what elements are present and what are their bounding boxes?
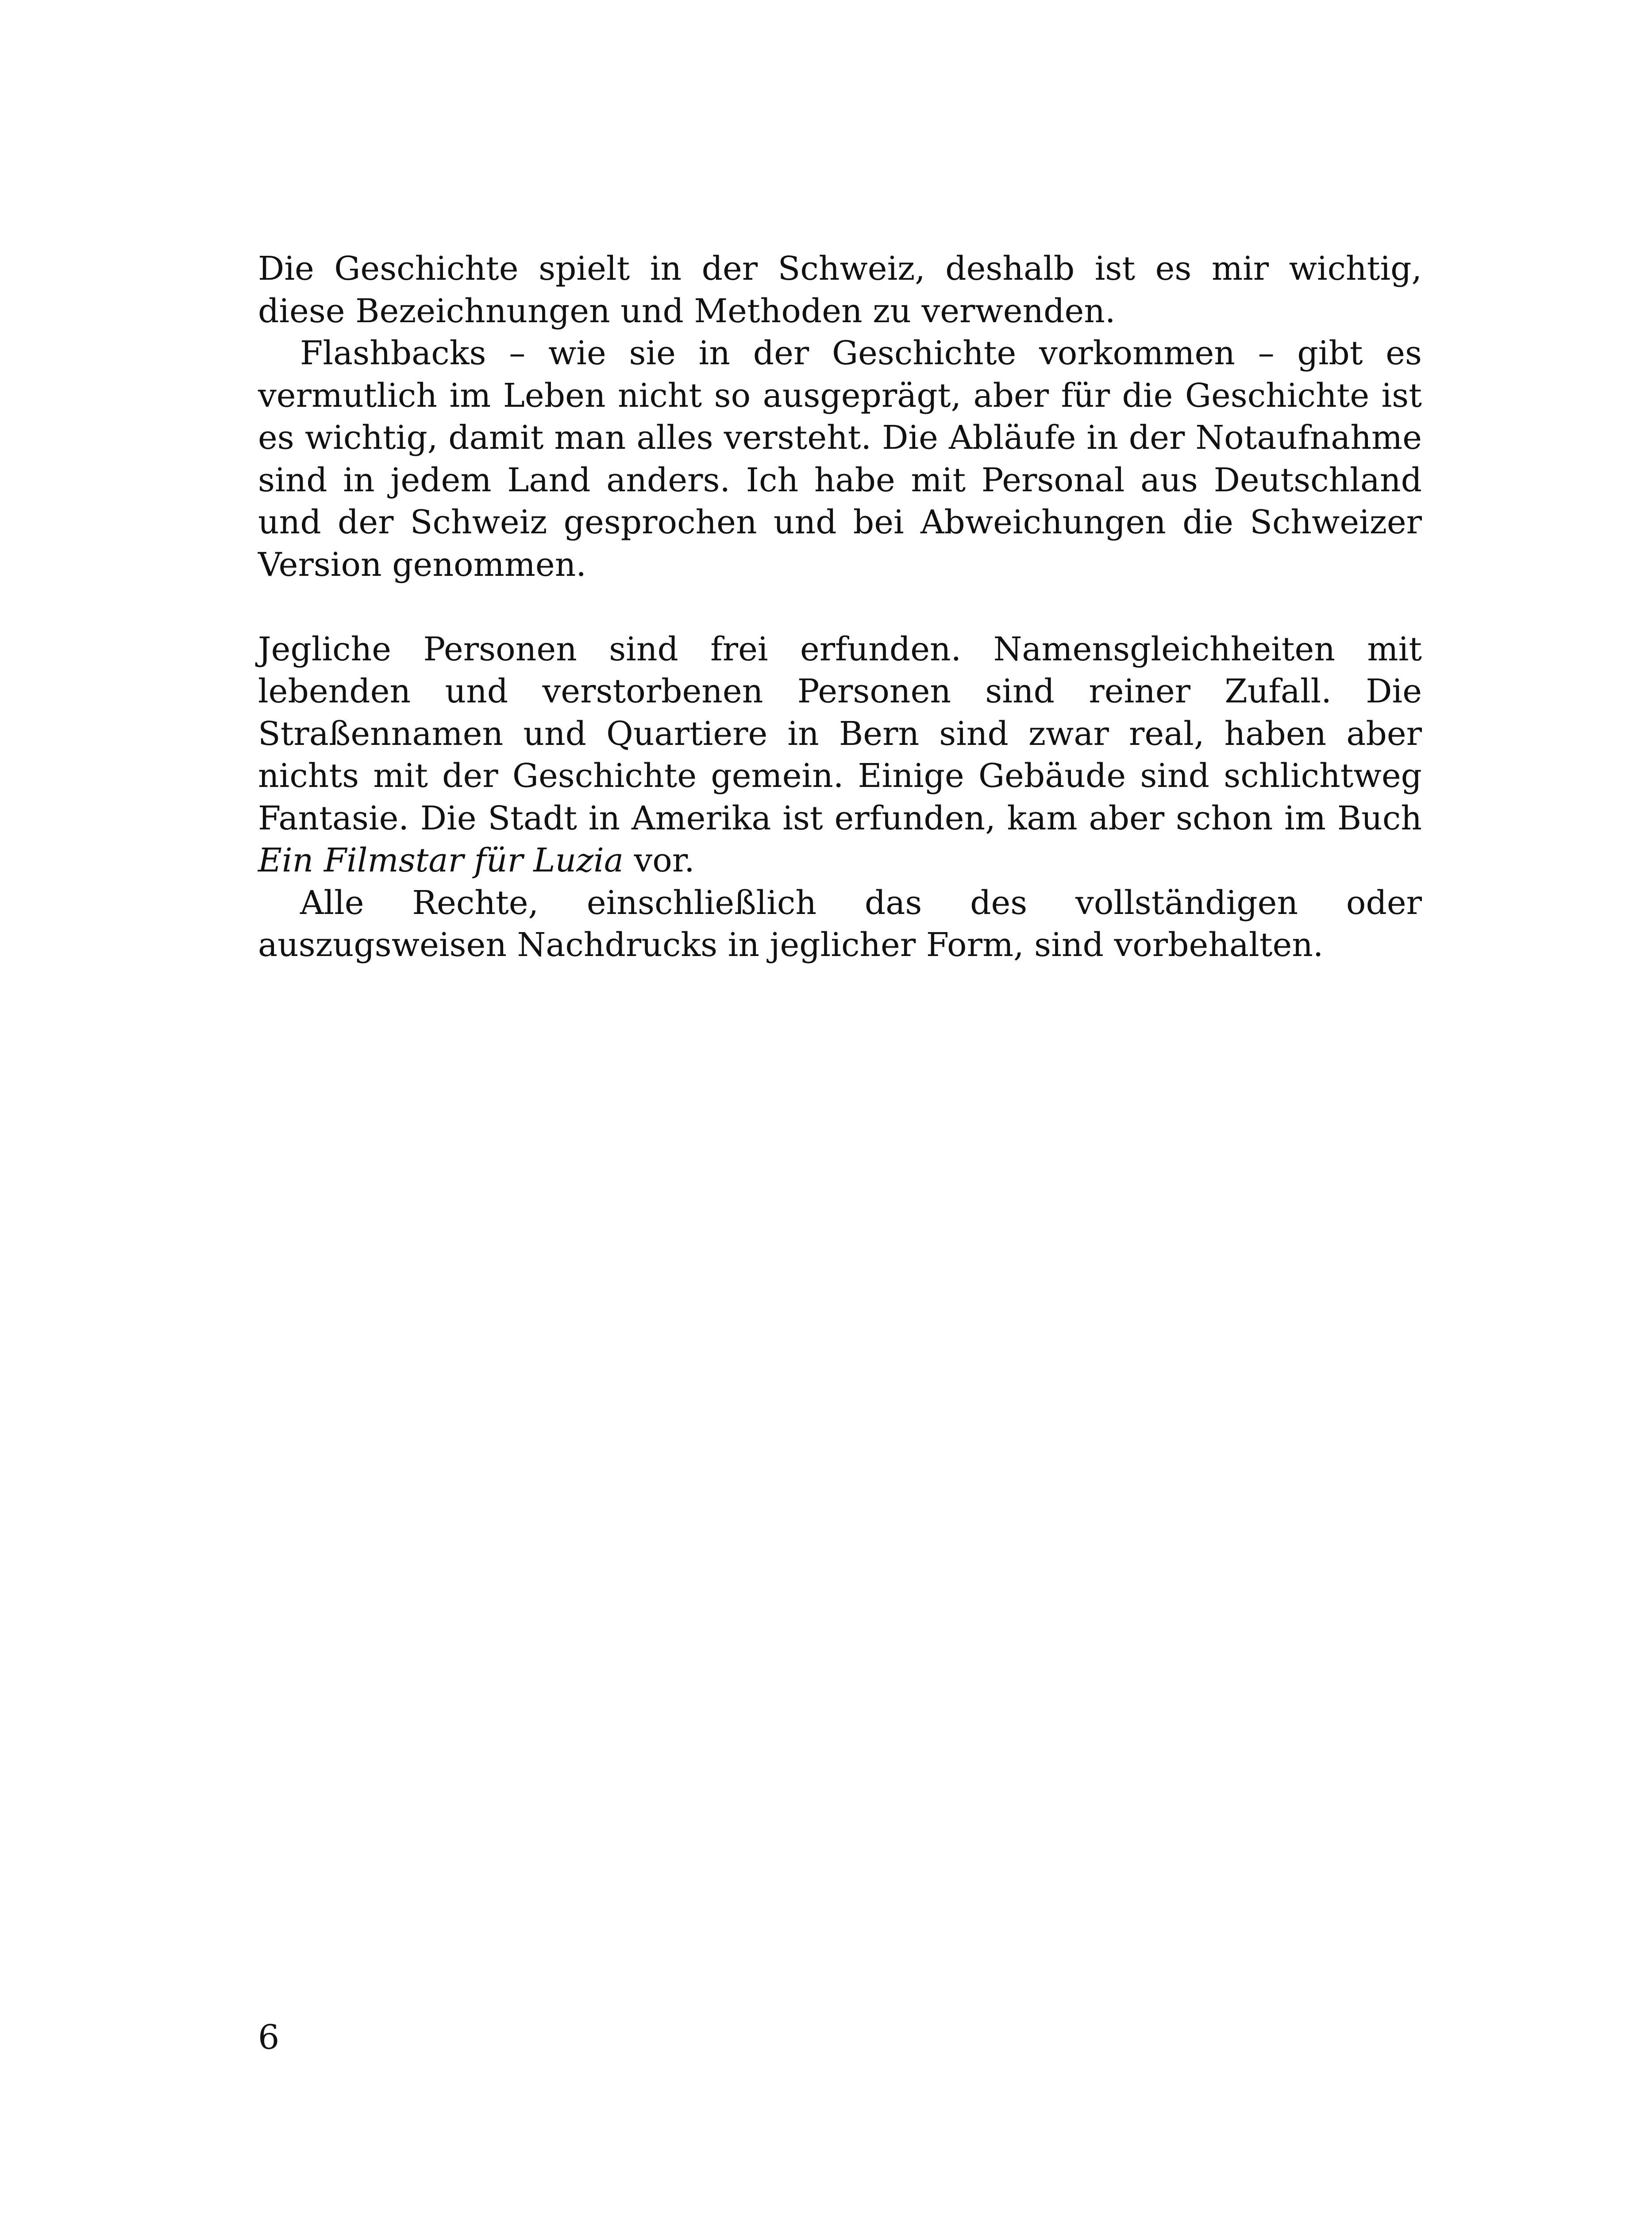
paragraph-3-tail: vor.	[634, 841, 695, 879]
paragraph-2: Flashbacks – wie sie in der Geschichte vorkommen – gibt es vermutlich im Leben nicht so ausgeprägt, aber für die Geschichte ist es wichtig, damit man alles versteht. Die Abläufe in der Notaufnahme sind in jedem Land anders. Ich habe mit Personal aus Deutschland und der Schweiz gesprochen und bei Abweichungen die Schweizer Version genommen.	[258, 334, 1422, 584]
paragraph-3-text: Jegliche Personen sind frei erfunden. Namensgleichheiten mit lebenden und verstorbenen Personen sind reiner Zufall. Die Straßennamen und Quartiere in Bern sind zwar real, haben aber nichts mit der Geschichte gemein. Einige Gebäude sind schlichtweg Fantasie. Die Stadt in Amerika ist erfunden, kam aber schon im Buch	[258, 630, 1422, 837]
paragraph-3	[258, 628, 1422, 882]
page-number: 6	[258, 2017, 280, 2057]
paragraph-1: Die Geschichte spielt in der Schweiz, deshalb ist es mir wichtig, diese Bezeichnungen und Methoden zu verwenden.	[258, 250, 1422, 330]
body-text	[258, 248, 1422, 967]
paragraph-4: Alle Rechte, einschließlich das des vollständigen oder auszugsweisen Nachdrucks in jeglicher Form, sind vorbehalten.	[258, 883, 1422, 964]
book-title: Ein Filmstar für Luzia	[258, 841, 624, 879]
